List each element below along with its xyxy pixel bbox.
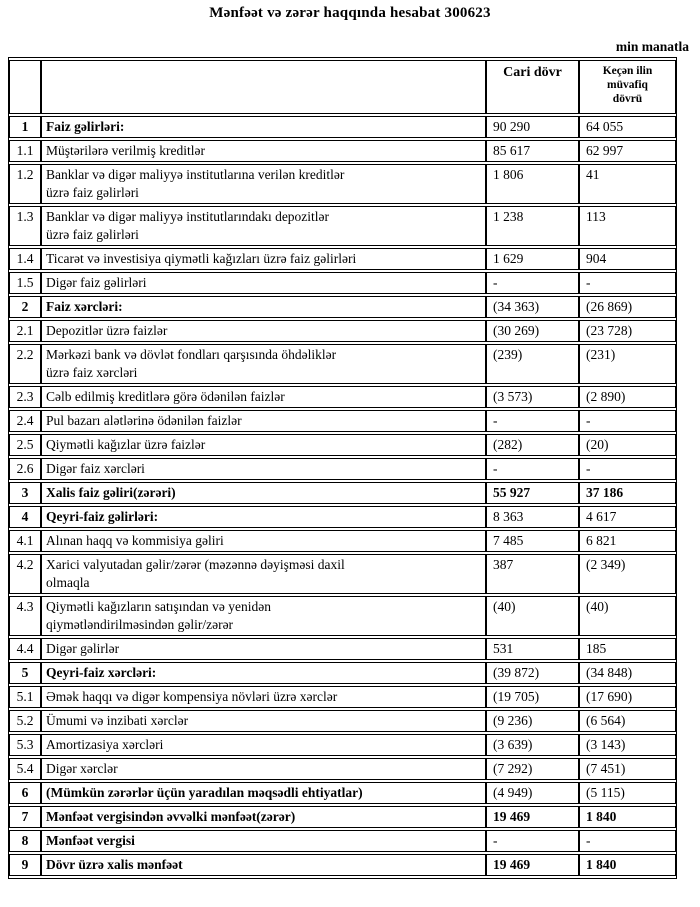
current-period-value-cell: 55 927 bbox=[486, 482, 579, 504]
table-row bbox=[9, 596, 676, 636]
table-row bbox=[9, 140, 676, 162]
table-row bbox=[9, 320, 676, 342]
row-label-line: (Mümkün zərərlər üçün yaradılan məqsədli ehtiyatlar) bbox=[46, 785, 363, 800]
row-label-cell bbox=[41, 320, 486, 342]
previous-period-value-cell: 4 617 bbox=[579, 506, 676, 528]
current-period-value-cell: (9 236) bbox=[486, 710, 579, 732]
row-number-cell: 5.3 bbox=[9, 734, 41, 756]
row-label-cell bbox=[41, 638, 486, 660]
row-label-cell bbox=[41, 758, 486, 780]
row-label-line: Qiymətli kağızlar üzrə faizlər bbox=[46, 437, 206, 452]
row-label-cell bbox=[41, 854, 486, 876]
row-number-cell: 5.4 bbox=[9, 758, 41, 780]
row-number-cell: 1.1 bbox=[9, 140, 41, 162]
table-row bbox=[9, 458, 676, 480]
row-label-line: Banklar və digər maliyyə institutlarına verilən kreditlər bbox=[46, 167, 345, 182]
row-label-line: Digər faiz xərcləri bbox=[46, 461, 145, 476]
previous-period-value-cell: - bbox=[579, 458, 676, 480]
row-label-line: Müştərilərə verilmiş kreditlər bbox=[46, 143, 205, 158]
table-row bbox=[9, 758, 676, 780]
previous-period-value-cell: 113 bbox=[579, 206, 676, 246]
row-number-cell: 4 bbox=[9, 506, 41, 528]
row-label-cell bbox=[41, 686, 486, 708]
row-label-cell bbox=[41, 434, 486, 456]
table-row bbox=[9, 662, 676, 684]
previous-period-value-cell: 62 997 bbox=[579, 140, 676, 162]
row-label-line: Ümumi və inzibati xərclər bbox=[46, 713, 189, 728]
previous-period-value-cell: (231) bbox=[579, 344, 676, 384]
previous-period-value-cell: (7 451) bbox=[579, 758, 676, 780]
row-number-cell: 3 bbox=[9, 482, 41, 504]
row-label-cell bbox=[41, 344, 486, 384]
row-label-cell bbox=[41, 458, 486, 480]
previous-period-value-cell: 904 bbox=[579, 248, 676, 270]
row-number-cell: 2.6 bbox=[9, 458, 41, 480]
current-period-value-cell: 1 629 bbox=[486, 248, 579, 270]
current-period-value-cell: 90 290 bbox=[486, 116, 579, 138]
report-title: Mənfəət və zərər haqqında hesabat 300623 bbox=[209, 5, 491, 21]
row-number-cell: 1.4 bbox=[9, 248, 41, 270]
row-label-line: Mənfəət vergisindən əvvəlki mənfəət(zərər) bbox=[46, 809, 296, 824]
row-label-cell bbox=[41, 554, 486, 594]
row-number-cell: 2.2 bbox=[9, 344, 41, 384]
row-label-cell bbox=[41, 272, 486, 294]
row-label-line: olmaqla bbox=[46, 575, 90, 590]
current-period-value-cell: 1 806 bbox=[486, 164, 579, 204]
current-period-value-cell: - bbox=[486, 458, 579, 480]
table-row bbox=[9, 434, 676, 456]
previous-period-value-cell: 41 bbox=[579, 164, 676, 204]
row-label-line: üzrə faiz gəlirləri bbox=[46, 227, 139, 242]
table-row bbox=[9, 782, 676, 804]
row-label-line: Əmək haqqı və digər kompensiya növləri üzrə xərclər bbox=[46, 689, 338, 704]
row-number-cell: 2.5 bbox=[9, 434, 41, 456]
row-label-cell bbox=[41, 248, 486, 270]
table-row bbox=[9, 506, 676, 528]
row-label-line: Digər faiz gəlirləri bbox=[46, 275, 147, 290]
row-number-cell: 5.2 bbox=[9, 710, 41, 732]
row-label-cell bbox=[41, 710, 486, 732]
previous-period-value-cell: 6 821 bbox=[579, 530, 676, 552]
row-label-line: Faiz xərcləri: bbox=[46, 299, 123, 314]
previous-period-value-cell: (20) bbox=[579, 434, 676, 456]
row-label-cell bbox=[41, 410, 486, 432]
current-period-value-cell: (282) bbox=[486, 434, 579, 456]
row-label-cell bbox=[41, 506, 486, 528]
current-period-value-cell: (30 269) bbox=[486, 320, 579, 342]
table-row bbox=[9, 410, 676, 432]
row-label-line: Mənfəət vergisi bbox=[46, 833, 135, 848]
previous-period-value-cell: (40) bbox=[579, 596, 676, 636]
table-row bbox=[9, 248, 676, 270]
row-label-line: Depozitlər üzrə faizlər bbox=[46, 323, 168, 338]
row-label-line: Xarici valyutadan gəlir/zərər (məzənnə dəyişməsi daxil bbox=[46, 557, 345, 572]
header-label-cell bbox=[41, 60, 486, 114]
row-number-cell: 1.3 bbox=[9, 206, 41, 246]
previous-period-value-cell: (6 564) bbox=[579, 710, 676, 732]
current-period-value-cell: 7 485 bbox=[486, 530, 579, 552]
row-label-cell bbox=[41, 662, 486, 684]
table-row bbox=[9, 530, 676, 552]
previous-period-value-cell: 1 840 bbox=[579, 806, 676, 828]
current-period-value-cell: - bbox=[486, 410, 579, 432]
row-number-cell: 7 bbox=[9, 806, 41, 828]
table-row bbox=[9, 830, 676, 852]
current-period-value-cell: (239) bbox=[486, 344, 579, 384]
row-label-line: Digər gəlirlər bbox=[46, 641, 120, 656]
table-header bbox=[9, 60, 676, 114]
row-number-cell: 9 bbox=[9, 854, 41, 876]
row-number-cell: 1.5 bbox=[9, 272, 41, 294]
row-label-cell bbox=[41, 482, 486, 504]
row-label-cell bbox=[41, 806, 486, 828]
row-number-cell: 4.3 bbox=[9, 596, 41, 636]
row-label-line: Pul bazarı alətlərinə ödənilən faizlər bbox=[46, 413, 242, 428]
current-period-value-cell: 8 363 bbox=[486, 506, 579, 528]
row-label-line: Qeyri-faiz xərcləri: bbox=[46, 665, 157, 680]
previous-period-value-cell: (23 728) bbox=[579, 320, 676, 342]
row-number-cell: 2.4 bbox=[9, 410, 41, 432]
table-row bbox=[9, 116, 676, 138]
row-number-cell: 2.3 bbox=[9, 386, 41, 408]
row-number-cell: 4.1 bbox=[9, 530, 41, 552]
row-label-cell bbox=[41, 830, 486, 852]
current-period-value-cell: 531 bbox=[486, 638, 579, 660]
table-row bbox=[9, 164, 676, 204]
previous-period-value-cell: (2 890) bbox=[579, 386, 676, 408]
row-number-cell: 6 bbox=[9, 782, 41, 804]
row-label-cell bbox=[41, 116, 486, 138]
table-row bbox=[9, 806, 676, 828]
current-period-value-cell: (34 363) bbox=[486, 296, 579, 318]
header-previous-period-text: Keçən ilin müvafiq dövrü bbox=[602, 65, 653, 105]
row-label-cell bbox=[41, 734, 486, 756]
row-label-cell bbox=[41, 164, 486, 204]
table-row bbox=[9, 734, 676, 756]
row-label-cell bbox=[41, 782, 486, 804]
previous-period-value-cell: 1 840 bbox=[579, 854, 676, 876]
table-row bbox=[9, 854, 676, 876]
row-label-line: Mərkəzi bank və dövlət fondları qarşısında öhdəliklər bbox=[46, 347, 337, 362]
unit-note: min manatla bbox=[615, 39, 689, 54]
table-row bbox=[9, 272, 676, 294]
row-label-line: Alınan haqq və kommisiya gəliri bbox=[46, 533, 224, 548]
row-label-line: Dövr üzrə xalis mənfəət bbox=[46, 857, 183, 872]
previous-period-value-cell: - bbox=[579, 272, 676, 294]
current-period-value-cell: (3 639) bbox=[486, 734, 579, 756]
table-row bbox=[9, 482, 676, 504]
previous-period-value-cell: 185 bbox=[579, 638, 676, 660]
row-label-cell bbox=[41, 206, 486, 246]
row-label-cell bbox=[41, 386, 486, 408]
row-number-cell: 8 bbox=[9, 830, 41, 852]
row-label-line: Ticarət və investisiya qiymətli kağızları üzrə faiz gəlirləri bbox=[46, 251, 357, 266]
previous-period-value-cell: (2 349) bbox=[579, 554, 676, 594]
table-body bbox=[9, 116, 676, 876]
previous-period-value-cell: (3 143) bbox=[579, 734, 676, 756]
header-row bbox=[9, 60, 676, 114]
header-number-cell bbox=[9, 60, 41, 114]
current-period-value-cell: 85 617 bbox=[486, 140, 579, 162]
table-row bbox=[9, 710, 676, 732]
row-label-cell bbox=[41, 296, 486, 318]
row-label-line: Banklar və digər maliyyə institutlarındakı depozitlər bbox=[46, 209, 330, 224]
header-current-period: Cari dövr bbox=[486, 60, 579, 114]
row-label-line: Digər xərclər bbox=[46, 761, 118, 776]
row-label-line: Qeyri-faiz gəlirləri: bbox=[46, 509, 159, 524]
table-row bbox=[9, 344, 676, 384]
report-table bbox=[8, 57, 677, 879]
current-period-value-cell: - bbox=[486, 272, 579, 294]
row-label-line: qiymətləndirilməsindən gəlir/zərər bbox=[46, 617, 234, 632]
row-label-cell bbox=[41, 596, 486, 636]
current-period-value-cell: 19 469 bbox=[486, 806, 579, 828]
row-label-line: Xalis faiz gəliri(zərəri) bbox=[46, 485, 176, 500]
current-period-value-cell: - bbox=[486, 830, 579, 852]
row-label-line: Amortizasiya xərcləri bbox=[46, 737, 164, 752]
current-period-value-cell: (3 573) bbox=[486, 386, 579, 408]
row-number-cell: 5 bbox=[9, 662, 41, 684]
table-row bbox=[9, 296, 676, 318]
previous-period-value-cell: (5 115) bbox=[579, 782, 676, 804]
row-number-cell: 4.2 bbox=[9, 554, 41, 594]
current-period-value-cell: (4 949) bbox=[486, 782, 579, 804]
previous-period-value-cell: - bbox=[579, 410, 676, 432]
previous-period-value-cell: (17 690) bbox=[579, 686, 676, 708]
row-number-cell: 2.1 bbox=[9, 320, 41, 342]
row-label-cell bbox=[41, 140, 486, 162]
current-period-value-cell: (7 292) bbox=[486, 758, 579, 780]
row-number-cell: 2 bbox=[9, 296, 41, 318]
previous-period-value-cell: 64 055 bbox=[579, 116, 676, 138]
table-row bbox=[9, 686, 676, 708]
row-number-cell: 1.2 bbox=[9, 164, 41, 204]
table-row bbox=[9, 386, 676, 408]
row-label-line: Cəlb edilmiş kreditlərə görə ödənilən faizlər bbox=[46, 389, 285, 404]
current-period-value-cell: (39 872) bbox=[486, 662, 579, 684]
row-number-cell: 4.4 bbox=[9, 638, 41, 660]
row-number-cell: 1 bbox=[9, 116, 41, 138]
current-period-value-cell: (40) bbox=[486, 596, 579, 636]
current-period-value-cell: 1 238 bbox=[486, 206, 579, 246]
row-label-line: Qiymətli kağızların satışından və yenidən bbox=[46, 599, 271, 614]
previous-period-value-cell: (26 869) bbox=[579, 296, 676, 318]
current-period-value-cell: 387 bbox=[486, 554, 579, 594]
previous-period-value-cell: (34 848) bbox=[579, 662, 676, 684]
row-label-line: üzrə faiz gəlirləri bbox=[46, 185, 139, 200]
header-previous-period bbox=[579, 60, 676, 114]
table-row bbox=[9, 206, 676, 246]
previous-period-value-cell: - bbox=[579, 830, 676, 852]
current-period-value-cell: (19 705) bbox=[486, 686, 579, 708]
row-label-line: üzrə faiz xərcləri bbox=[46, 365, 138, 380]
previous-period-value-cell: 37 186 bbox=[579, 482, 676, 504]
row-number-cell: 5.1 bbox=[9, 686, 41, 708]
table-row bbox=[9, 554, 676, 594]
row-label-cell bbox=[41, 530, 486, 552]
current-period-value-cell: 19 469 bbox=[486, 854, 579, 876]
table-row bbox=[9, 638, 676, 660]
row-label-line: Faiz gəlirləri: bbox=[46, 119, 125, 134]
